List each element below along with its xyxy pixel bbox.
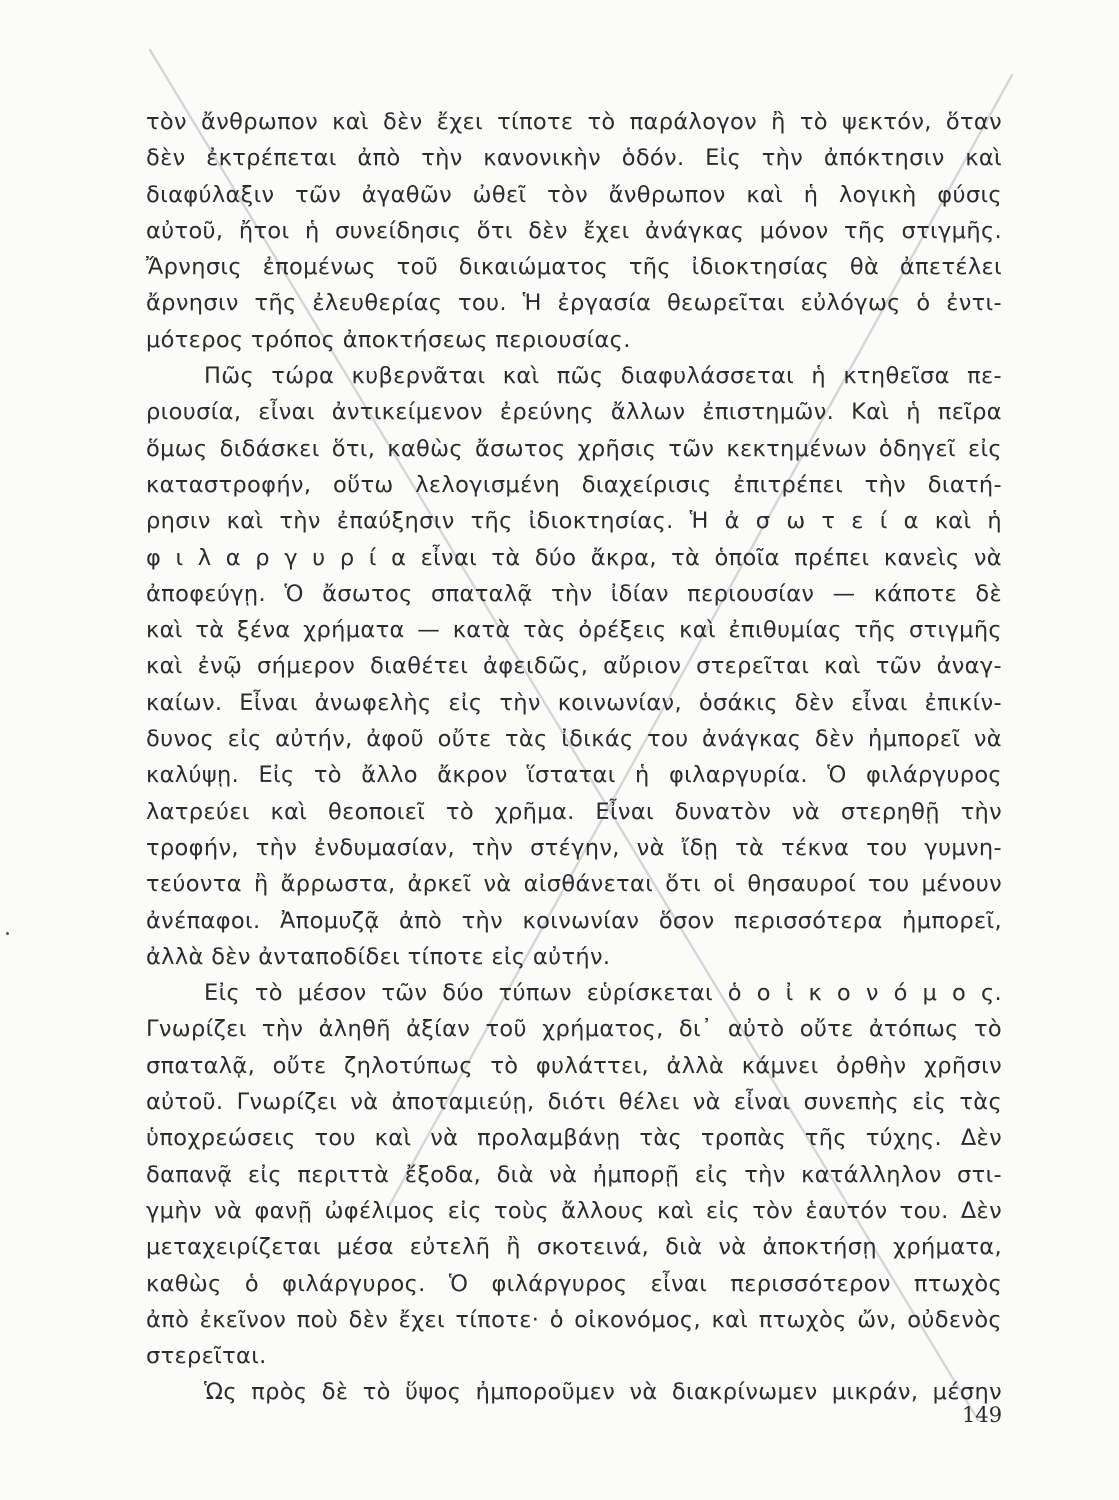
text-line: αὐτοῦ. Γνωρίζει νὰ ἀποταμιεύῃ, διότι θέλει νὰ εἶναι συνεπὴς εἰς τὰς [146, 1089, 1002, 1116]
text-line: δαπανᾷ εἰς περιττὰ ἔξοδα, διὰ νὰ ἠμπορῇ εἰς τὴν κατάλληλον στι- [146, 1161, 1002, 1188]
text-line: στερεῖται. [146, 1343, 267, 1370]
text-line: καὶ τὰ ξένα χρήματα — κατὰ τὰς ὀρέξεις καὶ ἐπιθυμίας τῆς στιγμῆς [146, 617, 1002, 644]
text-line: ἀνέπαφοι. Ἀπομυζᾷ ἀπὸ τὴν κοινωνίαν ὅσον περισσότερα ἠμπορεῖ, [146, 907, 1002, 934]
text-line: ριουσία, εἶναι ἀντικείμενον ἐρεύνης ἄλλων ἐπιστημῶν. Καὶ ἡ πεῖρα [146, 399, 1002, 426]
body-text [146, 104, 1002, 1411]
text-line: ἀπὸ ἐκεῖνον ποὺ δὲν ἔχει τίποτε· ὁ οἰκονόμος, καὶ πτωχὸς ὤν, οὐδενὸς [146, 1306, 1002, 1333]
text-line: καλύψῃ. Εἰς τὸ ἄλλο ἄκρον ἵσταται ἡ φιλαργυρία. Ὁ φιλάργυρος [146, 762, 1002, 789]
text-line: Εἰς τὸ μέσον τῶν δύο τύπων εὑρίσκεται ὁ ο ἰ κ ο ν ό μ ο ς. [204, 980, 1002, 1007]
text-line: διαφύλαξιν τῶν ἀγαθῶν ὠθεῖ τὸν ἄνθρωπον καὶ ἡ λογικὴ φύσις [146, 181, 1002, 208]
text-line: γμὴν νὰ φανῇ ὠφέλιμος εἰς τοὺς ἄλλους καὶ εἰς τὸν ἑαυτόν του. Δὲν [146, 1197, 1002, 1224]
text-line: δὲν ἐκτρέπεται ἀπὸ τὴν κανονικὴν ὁδόν. Εἰς τὴν ἀπόκτησιν καὶ [146, 145, 1002, 172]
text-line: φ ι λ α ρ γ υ ρ ί α εἶναι τὰ δύο ἄκρα, τὰ ὁποῖα πρέπει κανεὶς νὰ [146, 544, 1002, 571]
text-line: ρησιν καὶ τὴν ἐπαύξησιν τῆς ἰδιοκτησίας. Ἡ ἀ σ ω τ ε ί α καὶ ἡ [146, 508, 1002, 535]
text-line: τὸν ἄνθρωπον καὶ δὲν ἔχει τίποτε τὸ παράλογον ἢ τὸ ψεκτόν, ὅταν [146, 109, 1002, 135]
text-line: καὶ ἐνῷ σήμερον διαθέτει ἀφειδῶς, αὔριον στερεῖται καὶ τῶν ἀναγ- [146, 653, 1002, 680]
text-line: Ὡς πρὸς δὲ τὸ ὕψος ἠμποροῦμεν νὰ διακρίνωμεν μικράν, μέσην [204, 1379, 1002, 1406]
text-line: δυνος εἰς αὐτήν, ἀφοῦ οὔτε τὰς ἰδικάς του ἀνάγκας δὲν ἠμπορεῖ νὰ [146, 726, 1002, 753]
text-line: ἄρνησιν τῆς ἐλευθερίας του. Ἡ ἐργασία θεωρεῖται εὐλόγως ὁ ἐντι- [146, 290, 1002, 317]
text-line: αὐτοῦ, ἤτοι ἡ συνείδησις ὅτι δὲν ἔχει ἀνάγκας μόνον τῆς στιγμῆς. [146, 217, 1002, 244]
text-line: ὑποχρεώσεις του καὶ νὰ προλαμβάνῃ τὰς τροπὰς τῆς τύχης. Δὲν [146, 1125, 1002, 1152]
text-line: ἀλλὰ δὲν ἀνταποδίδει τίποτε εἰς αὐτήν. [146, 943, 611, 970]
text-line: καίων. Εἶναι ἀνωφελὴς εἰς τὴν κοινωνίαν, ὁσάκις δὲν εἶναι ἐπικίν- [146, 689, 1002, 716]
text-line: τροφήν, τὴν ἐνδυμασίαν, τὴν στέγην, νὰ ἴδῃ τὰ τέκνα του γυμνη- [146, 834, 1002, 861]
text-line: Ἄρνησις ἐπομένως τοῦ δικαιώματος τῆς ἰδιοκτησίας θὰ ἀπετέλει [146, 254, 1002, 281]
page-number: 149 [962, 1403, 1003, 1427]
text-line: ἀποφεύγῃ. Ὁ ἄσωτος σπαταλᾷ τὴν ἰδίαν περιουσίαν — κάποτε δὲ [146, 580, 1002, 607]
text-line: τεύοντα ἢ ἄρρωστα, ἀρκεῖ νὰ αἰσθάνεται ὅτι οἱ θησαυροί του μένουν [146, 871, 1002, 898]
text-line: καταστροφήν, οὕτω λελογισμένη διαχείρισις ἐπιτρέπει τὴν διατή- [146, 471, 1002, 498]
text-line: Πῶς τώρα κυβερνᾶται καὶ πῶς διαφυλάσσεται ἡ κτηθεῖσα πε- [204, 363, 1002, 390]
scan-speck [6, 932, 9, 935]
text-line: ὅμως διδάσκει ὅτι, καθὼς ἄσωτος χρῆσις τῶν κεκτημένων ὁδηγεῖ εἰς [146, 435, 1002, 462]
text-line: λατρεύει καὶ θεοποιεῖ τὸ χρῆμα. Εἶναι δυνατὸν νὰ στερηθῇ τὴν [146, 798, 1002, 825]
text-line: σπαταλᾷ, οὔτε ζηλοτύπως τὸ φυλάττει, ἀλλὰ κάμνει ὀρθὴν χρῆσιν [146, 1052, 1002, 1079]
text-line: μότερος τρόπος ἀποκτήσεως περιουσίας. [146, 326, 631, 353]
text-line: Γνωρίζει τὴν ἀληθῆ ἀξίαν τοῦ χρήματος, δι᾽ αὐτὸ οὔτε ἀτόπως τὸ [146, 1016, 1002, 1043]
text-line: καθὼς ὁ φιλάργυρος. Ὁ φιλάργυρος εἶναι περισσότερον πτωχὸς [146, 1270, 1002, 1297]
text-line: μεταχειρίζεται μέσα εὐτελῆ ἢ σκοτεινά, διὰ νὰ ἀποκτήσῃ χρήματα, [146, 1234, 1002, 1261]
